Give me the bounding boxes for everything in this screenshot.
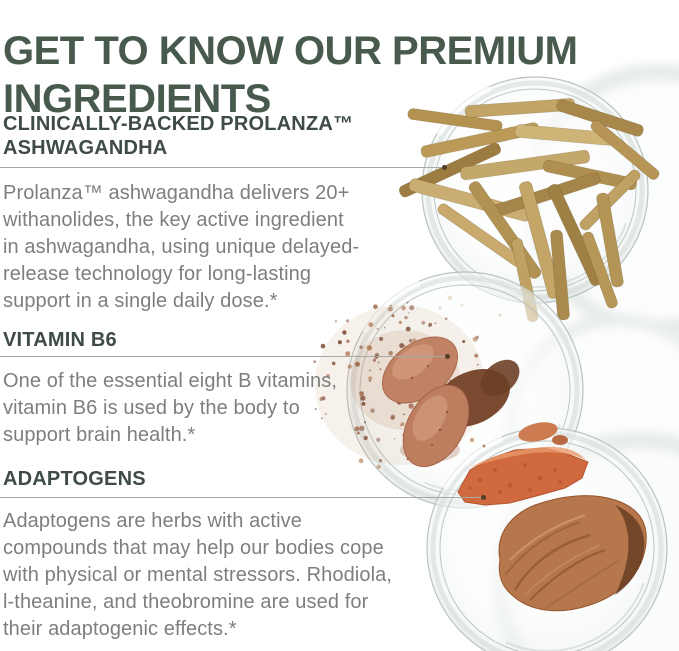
section-heading-ashwagandha: CLINICALLY-BACKED PROLANZA™ ASHWAGANDHA	[3, 113, 354, 159]
body-line: release technology for long-lasting	[3, 263, 312, 285]
connector-endpoint-dot-3	[481, 495, 486, 500]
body-line: in ashwagandha, using unique delayed-	[3, 236, 360, 258]
body-line: their adaptogenic effects.*	[3, 618, 237, 640]
connector-endpoint-dot-2	[445, 354, 450, 359]
section-divider-connector-3	[0, 497, 485, 498]
page-title-line1: GET TO KNOW OUR PREMIUM	[3, 28, 578, 73]
body-line: support brain health.*	[3, 424, 196, 446]
section-body-ashwagandha	[3, 180, 359, 315]
section-divider-connector-2	[0, 356, 449, 357]
body-line: vitamin B6 is used by the body to	[3, 397, 300, 419]
page-title	[3, 27, 673, 123]
section-divider-connector-1	[0, 167, 446, 168]
section-heading-vitamin-b6: VITAMIN B6	[3, 329, 117, 351]
body-line: support in a single daily dose.*	[3, 290, 278, 312]
section-body-vitamin-b6	[3, 368, 337, 449]
connector-endpoint-dot-1	[442, 165, 447, 170]
body-line: Adaptogens are herbs with active	[3, 510, 302, 532]
body-line: One of the essential eight B vitamins,	[3, 370, 337, 392]
body-line: with physical or mental stressors. Rhodiola,	[3, 564, 392, 586]
section-heading-adaptogens: ADAPTOGENS	[3, 468, 146, 490]
page-title-line2: INGREDIENTS	[3, 76, 271, 121]
body-line: l-theanine, and theobromine are used for	[3, 591, 369, 613]
body-line: Prolanza™ ashwagandha delivers 20+	[3, 182, 350, 204]
body-line: withanolides, the key active ingredient	[3, 209, 344, 231]
body-line: compounds that may help our bodies cope	[3, 537, 384, 559]
section-body-adaptogens	[3, 508, 392, 643]
